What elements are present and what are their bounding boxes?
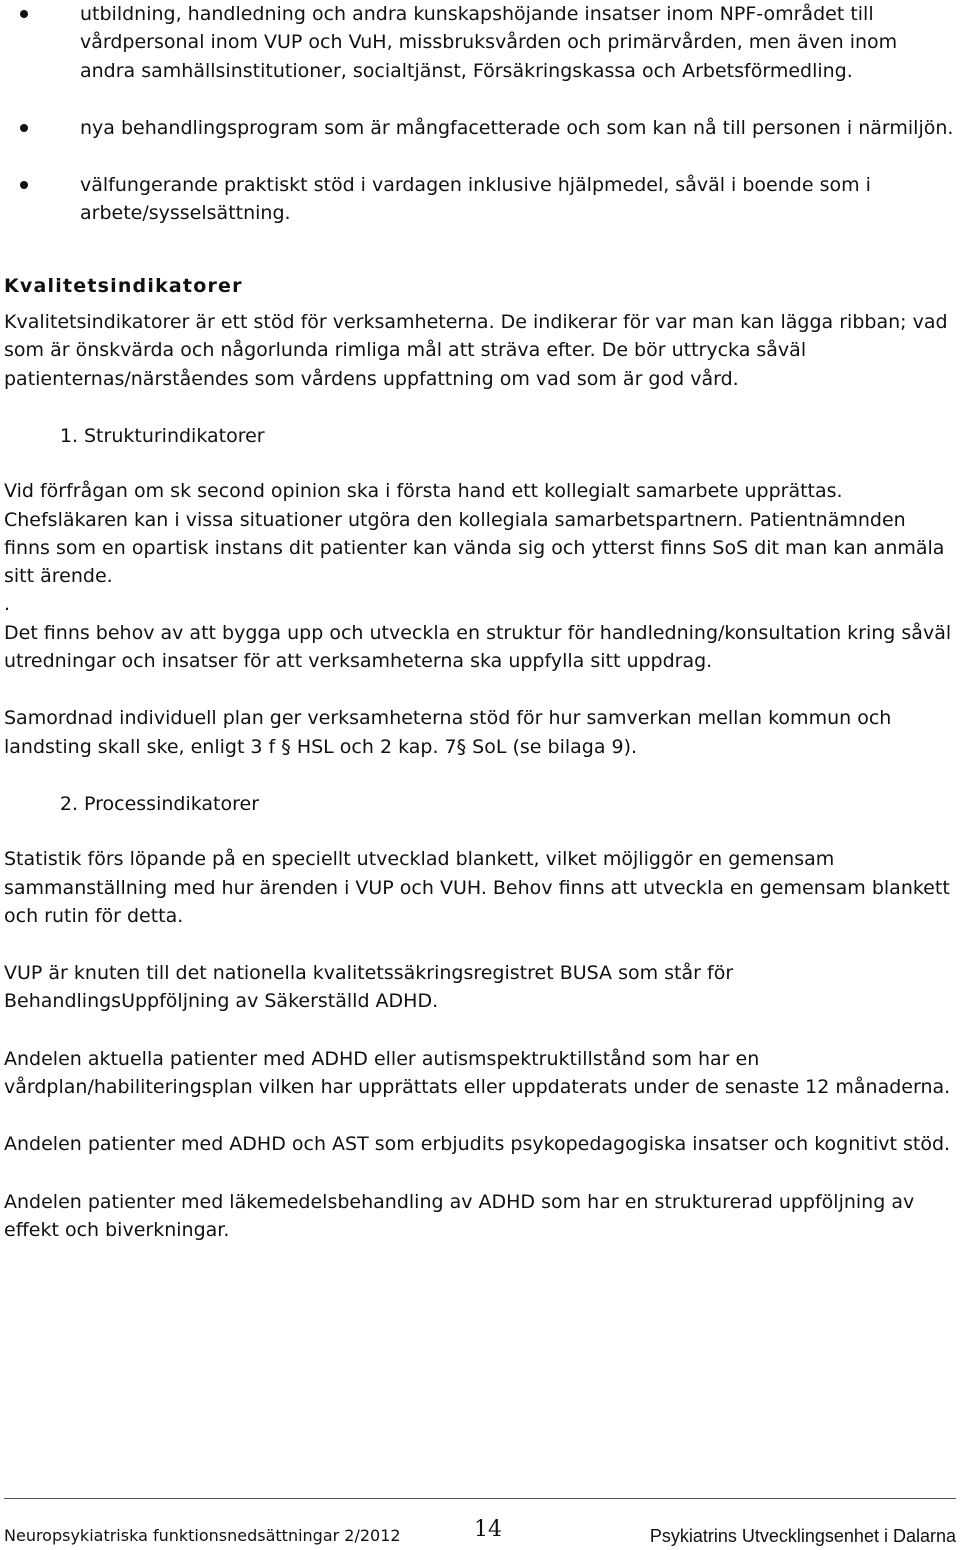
page-footer — [4, 1518, 956, 1550]
paragraph: VUP är knuten till det nationella kvalitetssäkringsregistret BUSA som står för BehandlingsUppföljning av Säkerställd ADHD. — [4, 962, 734, 1013]
subsection-number: 1. — [59, 424, 78, 447]
bullet-icon — [20, 181, 28, 189]
list-item — [4, 171, 956, 228]
paragraph: Vid förfrågan om sk second opinion ska i första hand ett kollegialt samarbete upprättas. Chefsläkaren kan i vissa situationer utgöra den kollegiala samarbetspartnern. Patientnämnden finns som en opartisk instans dit patienter kan vända sig och ytterst finns SoS dit man kan anmäla sitt ärende. — [4, 480, 945, 588]
list-item — [4, 0, 956, 85]
paragraph: Andelen aktuella patienter med ADHD eller autismspektruktillstånd som har en vårdplan/habiliteringsplan vilken har upprättats eller uppdaterats under de senaste 12 månaderna. — [4, 1047, 951, 1099]
section-heading: Kvalitetsindikatorer — [4, 274, 243, 297]
footer-document-title: Neuropsykiatriska funktionsnedsättningar 2/2012 — [4, 1526, 401, 1545]
footer-organization: Psykiatrins Utvecklingsenhet i Dalarna — [649, 1526, 956, 1546]
section-intro: Kvalitetsindikatorer är ett stöd för verksamheterna. De indikerar för var man kan lägga ribban; vad som är önskvärda och någorlunda rimliga mål att sträva efter. De bör uttrycka såväl patienternas/närståendes som vårdens uppfattning om vad som är god vård. — [4, 311, 948, 390]
bullet-icon — [20, 10, 28, 18]
bullet-text: välfungerande praktiskt stöd i vardagen inklusive hjälpmedel, såväl i boende som i arbete/sysselsättning. — [80, 174, 871, 225]
bullet-icon — [20, 124, 28, 132]
bullet-text: utbildning, handledning och andra kunskapshöjande insatser inom NPF-området till vårdpersonal inom VUP och VuH, missbruksvården och primärvården, men även inom andra samhällsinstitutioner, socialtjänst, Försäkringskassa och Arbetsförmedling. — [80, 3, 898, 82]
page-number: 14 — [474, 1517, 502, 1542]
subsection-title: Strukturindikatorer — [84, 424, 265, 447]
document-page — [4, 0, 956, 1244]
paragraph: Statistik förs löpande på en speciellt utvecklad blankett, vilket möjliggör en gemensam sammanställning med hur ärenden i VUP och VUH. Behov finns att utveckla en gemensam blankett och rutin för detta. — [4, 848, 950, 927]
paragraph: Andelen patienter med ADHD och AST som erbjudits psykopedagogiska insatser och kognitivt stöd. — [4, 1133, 951, 1156]
subsection-title: Processindikatorer — [84, 792, 260, 815]
paragraph: Samordnad individuell plan ger verksamheterna stöd för hur samverkan mellan kommun och landsting skall ske, enligt 3 f § HSL och 2 kap. 7§ SoL (se bilaga 9). — [4, 707, 892, 758]
paragraph: Andelen patienter med läkemedelsbehandling av ADHD som har en strukturerad uppföljning av effekt och biverkningar. — [4, 1190, 915, 1241]
bullet-list — [4, 0, 956, 228]
subsection-heading-process — [4, 790, 956, 818]
paragraph: Det finns behov av att bygga upp och utveckla en struktur för handledning/konsultation kring såväl utredningar och insatser för att verksamheterna ska uppfylla sitt uppdrag. — [4, 621, 952, 673]
bullet-text: nya behandlingsprogram som är mångfacetterade och som kan nå till personen i närmiljön. — [80, 116, 954, 139]
subsection-heading-struktur — [4, 422, 956, 450]
list-item — [4, 114, 956, 142]
stray-dot: . — [4, 593, 11, 616]
subsection-number: 2. — [59, 792, 78, 815]
footer-divider — [4, 1498, 956, 1499]
